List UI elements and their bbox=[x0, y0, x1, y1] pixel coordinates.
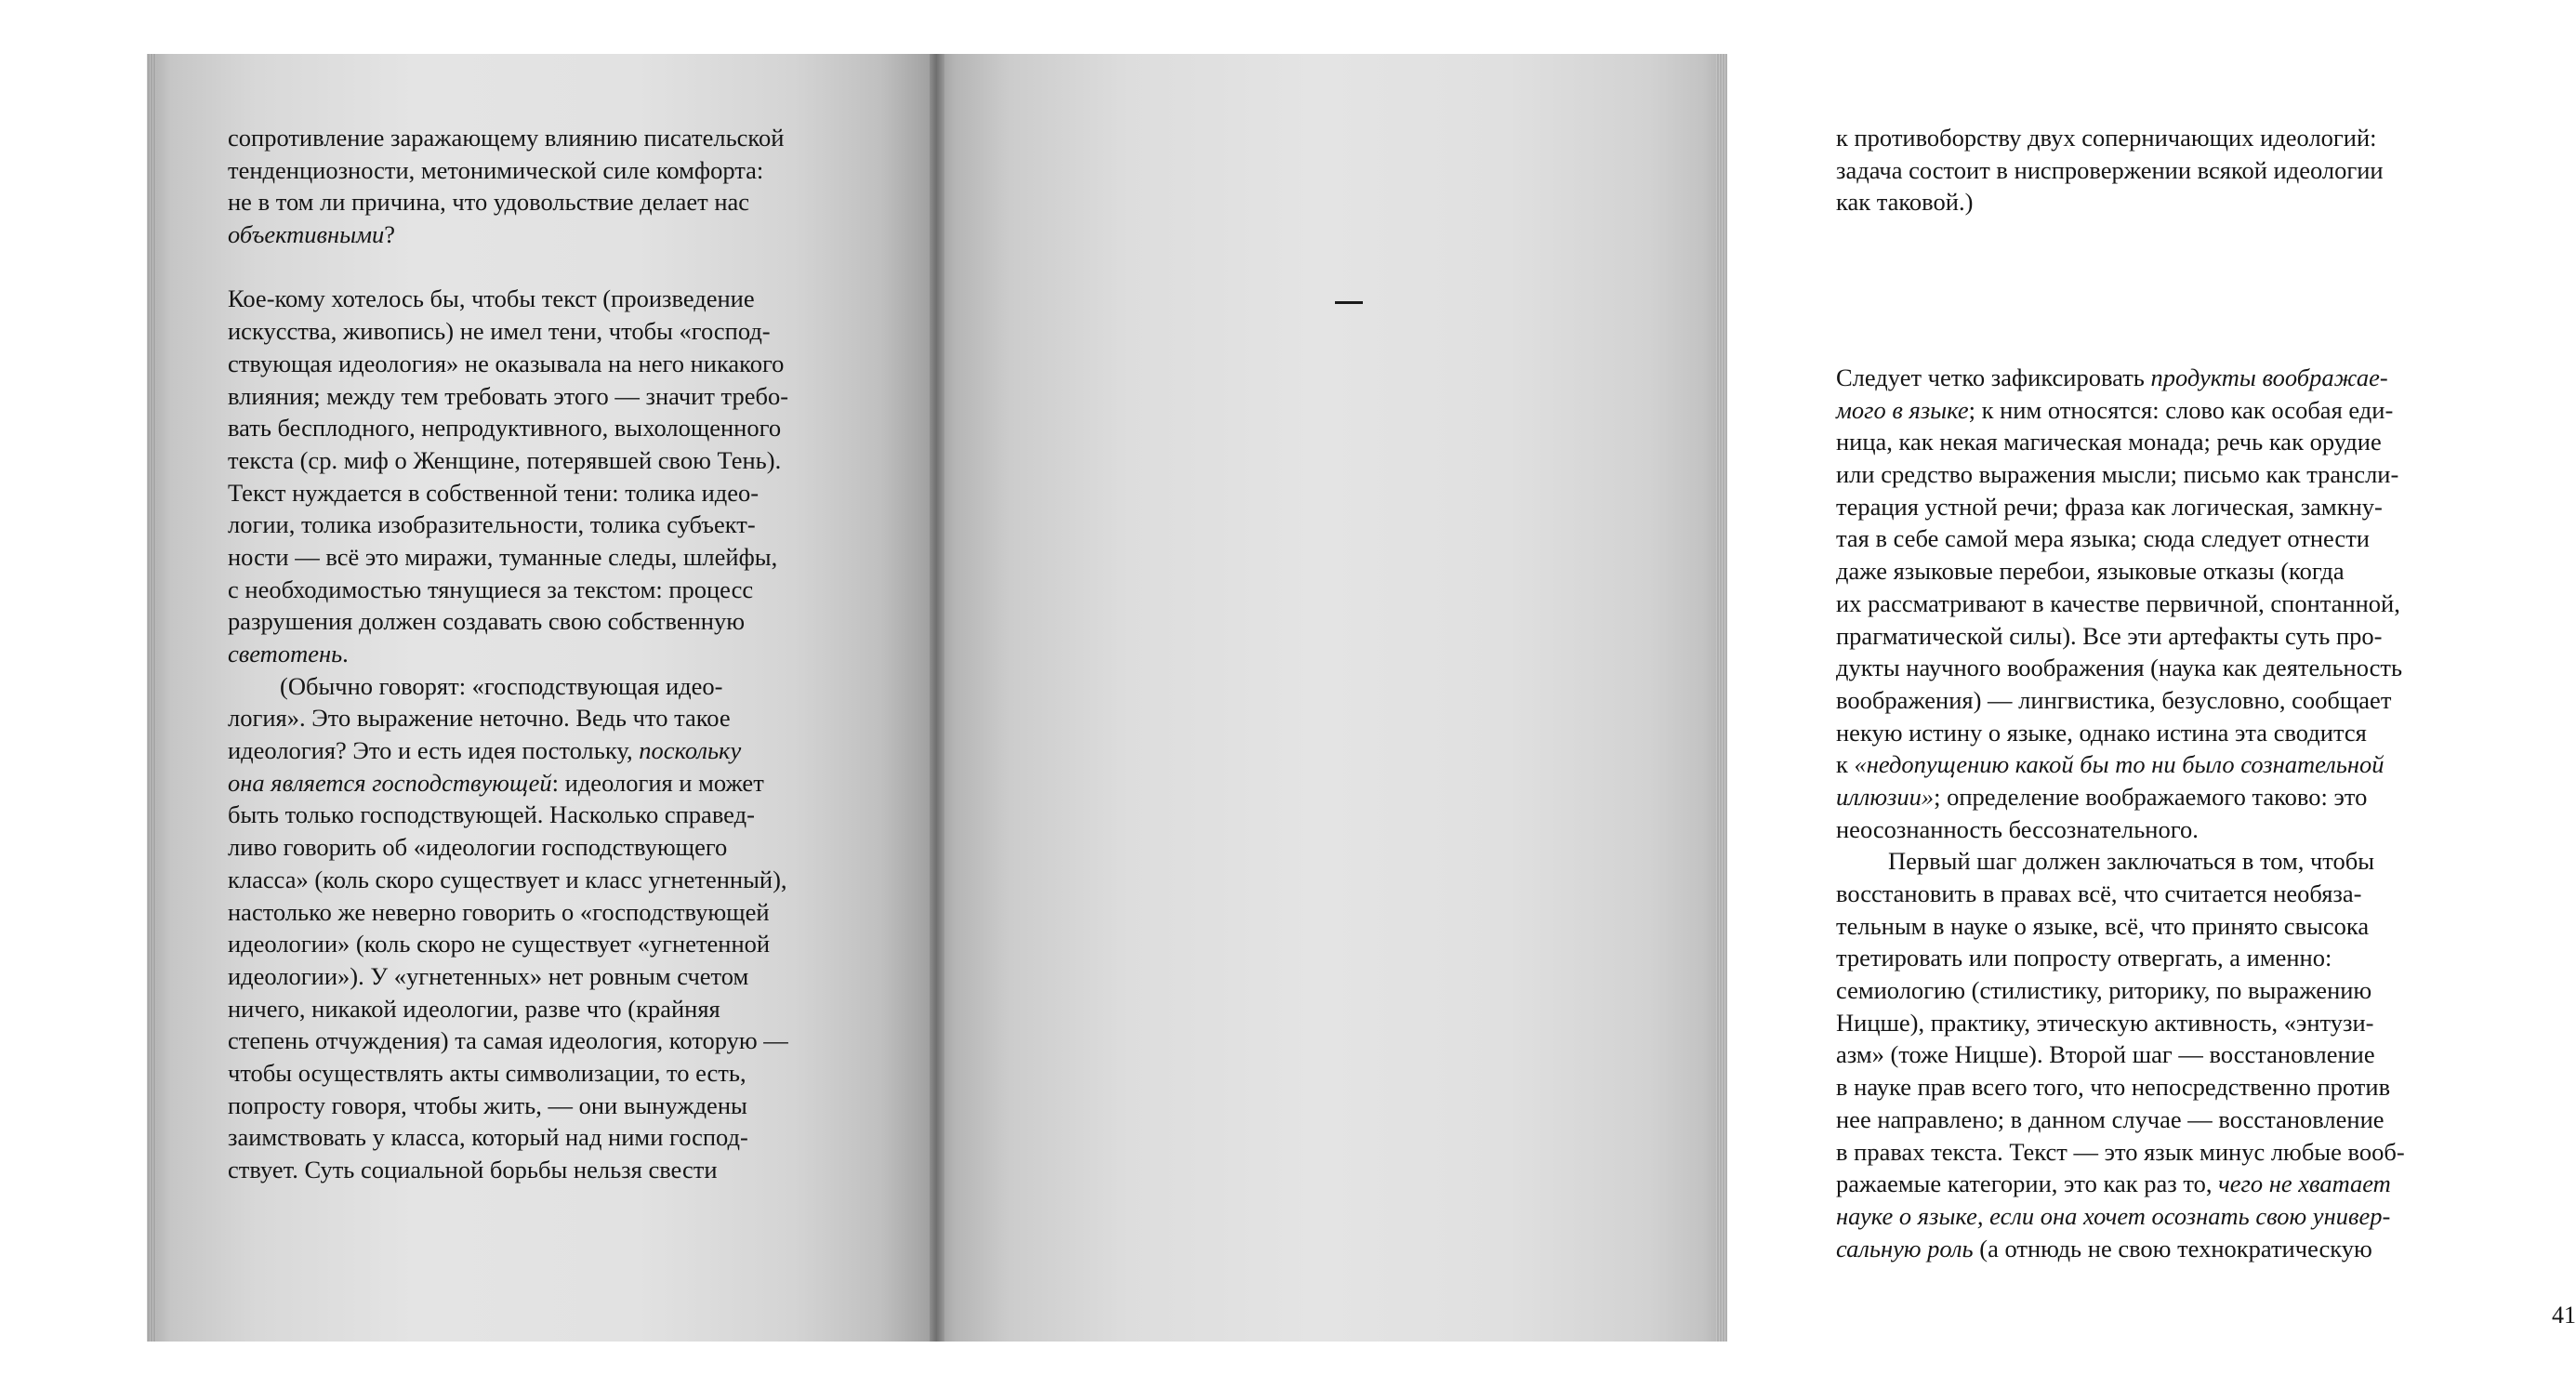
text-line bbox=[1836, 362, 2405, 394]
text-segment: . bbox=[342, 640, 349, 668]
text-segment: не в том ли причина, что удовольствие делает нас bbox=[228, 188, 750, 217]
section-divider-dash bbox=[1335, 301, 1363, 304]
text-segment: ; к ним относятся: слово как особая еди- bbox=[1968, 395, 2394, 424]
text-segment: нее направлено; в данном случае — восстановление bbox=[1836, 1104, 2384, 1133]
text-segment: Кое-кому хотелось бы, чтобы текст (произведение bbox=[228, 284, 755, 313]
book-gutter bbox=[930, 54, 945, 1342]
text-segment: прагматической силы). Все эти артефакты суть про- bbox=[1836, 621, 2383, 650]
text-line bbox=[228, 574, 788, 606]
text-segment: тенденциозности, метонимической силе комфорта: bbox=[228, 155, 764, 184]
text-line bbox=[228, 154, 788, 187]
text-segment: в правах текста. Текст — это язык минус любые вооб- bbox=[1836, 1137, 2405, 1166]
text-line bbox=[1836, 781, 2405, 813]
text-line bbox=[1836, 1136, 2405, 1169]
text-line bbox=[228, 186, 788, 218]
text-line bbox=[228, 702, 788, 734]
text-segment: Ницше), практику, этическую активность, «энтузи- bbox=[1836, 1008, 2374, 1037]
text-line bbox=[1836, 845, 2405, 878]
text-line bbox=[1836, 186, 2384, 218]
text-segment: : идеология и может bbox=[551, 768, 764, 797]
text-segment: к bbox=[1836, 750, 1855, 779]
italic-text-segment: иллюзии» bbox=[1836, 782, 1935, 811]
text-line bbox=[1836, 974, 2405, 1007]
text-segment: (а отнюдь не свою технократическую bbox=[1973, 1234, 2372, 1262]
text-segment: ? bbox=[384, 220, 396, 249]
left-page bbox=[147, 54, 935, 1342]
italic-text-segment: науке о языке, если она хочет осознать свою универ- bbox=[1836, 1201, 2391, 1230]
open-book bbox=[147, 54, 2576, 1342]
text-segment: ности — всё это миражи, туманные следы, шлейфы, bbox=[228, 542, 778, 571]
text-segment: семиологию (стилистику, риторику, по выражению bbox=[1836, 976, 2372, 1005]
text-segment: идеология? Это и есть идея постольку, bbox=[228, 736, 640, 765]
text-segment: идеологии»). У «угнетенных» нет ровным счетом bbox=[228, 961, 749, 990]
text-line bbox=[1836, 154, 2384, 187]
text-segment: неосознанность бессознательного. bbox=[1836, 814, 2199, 843]
italic-text-segment: мого в языке bbox=[1836, 395, 1969, 424]
text-segment: идеологии» (коль скоро не существует «угнетенной bbox=[228, 930, 771, 958]
text-segment: логии, толика изобразительности, толика субъект- bbox=[228, 510, 756, 539]
text-segment: дукты научного воображения (наука как деятельность bbox=[1836, 654, 2403, 682]
text-segment: настолько же неверно говорить о «господствующей bbox=[228, 897, 770, 926]
text-line bbox=[1836, 1200, 2405, 1233]
text-segment: тая в себе самой мера языка; сюда следует отнести bbox=[1836, 524, 2370, 553]
text-segment: Следует четко зафиксировать bbox=[1836, 364, 2151, 391]
text-line bbox=[1836, 491, 2405, 523]
text-segment: искусства, живопись) не имел тени, чтобы «господ- bbox=[228, 317, 771, 346]
text-line bbox=[1836, 1038, 2405, 1071]
right-page-text-top bbox=[1836, 122, 2384, 218]
text-line bbox=[1836, 588, 2405, 620]
text-segment: в науке прав всего того, что непосредственно против bbox=[1836, 1073, 2391, 1102]
text-line bbox=[1836, 813, 2405, 846]
text-line bbox=[1836, 717, 2405, 749]
italic-text-segment: она является господствующей bbox=[228, 768, 552, 797]
text-segment: ражаемые категории, это как раз то, bbox=[1836, 1170, 2219, 1198]
italic-text-segment: поскольку bbox=[639, 736, 742, 765]
text-line bbox=[228, 380, 788, 413]
text-line bbox=[228, 605, 788, 638]
text-line bbox=[1836, 942, 2405, 974]
text-line bbox=[1836, 748, 2405, 781]
text-line bbox=[1836, 910, 2405, 943]
italic-text-segment: светотень bbox=[228, 640, 343, 668]
text-line bbox=[1836, 684, 2405, 717]
text-line bbox=[228, 1090, 788, 1122]
text-segment: ствующая идеология» не оказывала на него никакого bbox=[228, 349, 785, 377]
text-line bbox=[228, 799, 788, 831]
text-line bbox=[228, 670, 788, 703]
text-line bbox=[228, 444, 788, 477]
italic-text-segment: «недопущению какой бы то ни было сознательной bbox=[1854, 750, 2384, 779]
text-segment: с необходимостью тянущиеся за текстом: процесс bbox=[228, 575, 754, 603]
text-line bbox=[1836, 1233, 2405, 1265]
text-line bbox=[228, 477, 788, 509]
text-segment: влияния; между тем требовать этого — значит требо- bbox=[228, 381, 789, 410]
text-line bbox=[228, 348, 788, 380]
text-line bbox=[228, 1057, 788, 1090]
text-line bbox=[228, 283, 788, 315]
text-line bbox=[228, 993, 788, 1025]
text-segment: третировать или попросту отвергать, а именно: bbox=[1836, 944, 2332, 972]
text-line bbox=[228, 541, 788, 574]
text-line bbox=[228, 767, 788, 800]
text-line bbox=[1836, 878, 2405, 910]
text-line bbox=[228, 1024, 788, 1057]
text-segment: логия». Это выражение неточно. Ведь что такое bbox=[228, 704, 731, 733]
text-segment: азм» (тоже Ницше). Второй шаг — восстановление bbox=[1836, 1040, 2375, 1069]
paragraph-gap bbox=[228, 251, 788, 284]
text-segment: разрушения должен создавать свою собственную bbox=[228, 607, 746, 636]
text-line bbox=[228, 1154, 788, 1186]
text-line bbox=[228, 928, 788, 960]
text-line bbox=[228, 734, 788, 767]
text-segment: или средство выражения мысли; письмо как трансли- bbox=[1836, 460, 2399, 489]
text-segment: тельным в науке о языке, всё, что принято свысока bbox=[1836, 911, 2370, 940]
text-segment: задача состоит в ниспровержении всякой идеологии bbox=[1836, 155, 2384, 184]
text-line bbox=[228, 896, 788, 929]
text-line bbox=[228, 509, 788, 541]
text-segment: быть только господствующей. Насколько справед- bbox=[228, 800, 755, 829]
text-segment: Первый шаг должен заключаться в том, чтобы bbox=[1888, 847, 2375, 876]
text-segment: к противоборству двух соперничающих идеологий: bbox=[1836, 124, 2377, 152]
text-line bbox=[228, 638, 788, 670]
text-line bbox=[1836, 522, 2405, 555]
page-number-right: 41 bbox=[2552, 1302, 2576, 1329]
text-line bbox=[228, 412, 788, 444]
text-line bbox=[1836, 1071, 2405, 1104]
text-line bbox=[1836, 458, 2405, 491]
right-page bbox=[939, 54, 2576, 1342]
text-line bbox=[1836, 620, 2405, 653]
text-line bbox=[228, 315, 788, 348]
italic-text-segment: чего не хватает bbox=[2218, 1170, 2391, 1198]
text-segment: как таковой.) bbox=[1836, 188, 1974, 217]
text-segment: ливо говорить об «идеологии господствующего bbox=[228, 833, 728, 862]
left-page-text bbox=[228, 122, 788, 1186]
text-segment: воображения) — лингвистика, безусловно, сообщает bbox=[1836, 685, 2392, 714]
text-segment: Текст нуждается в собственной тени: толика идео- bbox=[228, 478, 760, 507]
text-segment: вать бесплодного, непродуктивного, выхолощенного bbox=[228, 414, 782, 443]
text-line bbox=[228, 1121, 788, 1154]
italic-text-segment: объективными bbox=[228, 220, 385, 249]
italic-text-segment: продукты воображае- bbox=[2150, 364, 2388, 391]
text-line bbox=[228, 960, 788, 993]
text-line bbox=[1836, 426, 2405, 458]
text-line bbox=[1836, 394, 2405, 427]
italic-text-segment: сальную роль bbox=[1836, 1234, 1974, 1262]
text-segment: даже языковые перебои, языковые отказы (когда bbox=[1836, 557, 2345, 586]
text-line bbox=[1836, 122, 2384, 154]
text-line bbox=[1836, 652, 2405, 684]
text-line bbox=[228, 122, 788, 154]
text-segment: текста (ср. миф о Женщине, потерявшей свою Тень). bbox=[228, 445, 782, 474]
text-line bbox=[228, 831, 788, 864]
text-segment: ствует. Суть социальной борьбы нельзя свести bbox=[228, 1156, 718, 1183]
text-line bbox=[1836, 1007, 2405, 1039]
text-segment: ничего, никакой идеологии, разве что (крайняя bbox=[228, 994, 720, 1023]
text-segment: некую истину о языке, однако истина эта сводится bbox=[1836, 718, 2367, 747]
text-line bbox=[1836, 1168, 2405, 1200]
text-line bbox=[1836, 555, 2405, 588]
text-segment: терация устной речи; фраза как логическая, замкну- bbox=[1836, 492, 2383, 521]
text-segment: сопротивление заражающему влиянию писательской bbox=[228, 124, 785, 152]
text-segment: ница, как некая магическая монада; речь как орудие bbox=[1836, 428, 2382, 456]
text-segment: их рассматривают в качестве первичной, спонтанной, bbox=[1836, 588, 2400, 617]
text-segment: степень отчуждения) та самая идеология, которую — bbox=[228, 1026, 788, 1055]
text-segment: чтобы осуществлять акты символизации, то есть, bbox=[228, 1058, 746, 1087]
text-line bbox=[228, 218, 788, 251]
text-segment: заимствовать у класса, который над ними господ- bbox=[228, 1123, 748, 1152]
text-segment: (Обычно говорят: «господствующая идео- bbox=[280, 671, 723, 700]
text-segment: восстановить в правах всё, что считается необяза- bbox=[1836, 879, 2362, 907]
text-segment: ; определение воображаемого таково: это bbox=[1934, 782, 2368, 811]
text-line bbox=[1836, 1104, 2405, 1136]
text-line bbox=[228, 864, 788, 896]
text-segment: попросту говоря, чтобы жить, — они вынуждены bbox=[228, 1091, 747, 1119]
right-page-text bbox=[1836, 362, 2405, 1264]
text-segment: класса» (коль скоро существует и класс угнетенный), bbox=[228, 865, 787, 893]
